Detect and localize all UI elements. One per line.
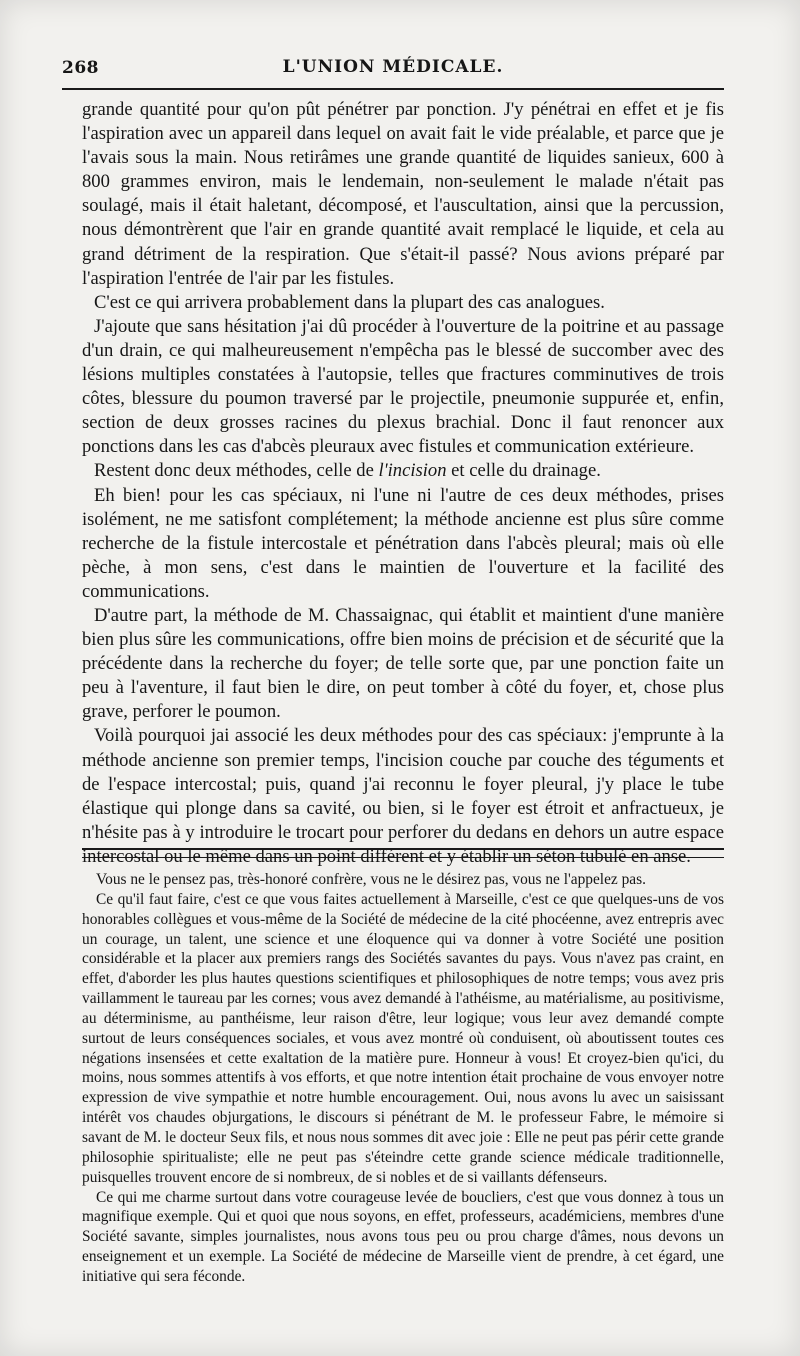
main-text bbox=[82, 98, 724, 869]
footnote-separator bbox=[82, 848, 724, 858]
main-paragraph-7: Voilà pourquoi jai associé les deux méthodes pour des cas spéciaux: j'emprunte à la méthode ancienne son premier temps, l'incision couche par couche des téguments et de l'espace intercostal; puis, quand j'ai reconnu le foyer pleural, j'y place le tube élastique qui plonge dans sa cavité, ou bien, si le foyer est étroit et anfractueux, je n'hésite pas à y introduire le trocart pour perforer du dedans en dehors un autre espace intercostal ou le même dans un point différent et y établir un séton tubulé en anse. bbox=[82, 725, 724, 867]
main-paragraph-1: grande quantité pour qu'on pût pénétrer par ponction. J'y pénétrai en effet et je fis l'aspiration avec un appareil dans lequel on avait fait le vide préalable, et parce que je l'avais sous la main. Nous retirâmes une grande quantité de liquides sanieux, 600 à 800 grammes environ, mais le lendemain, non-seulement le malade n'était pas soulagé, mais il était haletant, décomposé, et l'auscultation, ainsi que la percussion, nous démontrèrent que l'air en grande quantité avait remplacé le liquide, et cela au grand détriment de la respiration. Que s'était-il passé? Nous avions préparé par l'aspiration l'entrée de l'air par les fistules. bbox=[82, 99, 724, 289]
header-rule bbox=[62, 88, 724, 90]
main-paragraph-4 bbox=[82, 459, 724, 483]
footnote-paragraph-3: Ce qui me charme surtout dans votre courageuse levée de boucliers, c'est que vous donnez à tous un magnifique exemple. Qui et quoi que nous soyons, en effet, professeurs, académiciens, membres d'une Société savante, simples journalistes, nous avons tous peu ou prou charge d'âmes, nous devons un enseignement et un exemple. La Société de médecine de Marseille vient de prendre, à cet égard, une initiative qui sera féconde. bbox=[82, 1188, 724, 1285]
p4-italic-term: l'incision bbox=[378, 460, 447, 482]
main-paragraph-3: J'ajoute que sans hésitation j'ai dû procéder à l'ouverture de la poitrine et au passage d'un drain, ce qui malheureusement n'empêcha pas le blessé de succomber avec des lésions multiples constatées à l'autopsie, telles que fractures comminutives de trois côtes, blessure du poumon traversé par le projectile, pneumonie suppurée et, enfin, section de deux grosses racines du plexus brachial. Donc il faut renoncer aux ponctions dans les cas d'abcès pleuraux avec fistules et communication extérieure. bbox=[82, 315, 724, 458]
page-number: 268 bbox=[62, 58, 99, 78]
footnote-paragraph-1: Vous ne le pensez pas, très-honoré confrère, vous ne le désirez pas, vous ne l'appelez pas. bbox=[96, 871, 646, 888]
main-paragraph-5: Eh bien! pour les cas spéciaux, ni l'une ni l'autre de ces deux méthodes, prises isolément, ne me satisfont complétement; la méthode ancienne est plus sûre comme recherche de la fistule intercostale et pénétration dans l'abcès pleural; mais où elle pèche, à mon sens, c'est dans le maintien de l'ouverture et la facilité des communications. bbox=[82, 484, 724, 602]
p4-text-before: Restent donc deux méthodes, celle de bbox=[94, 460, 379, 482]
main-paragraph-2: C'est ce qui arrivera probablement dans la plupart des cas analogues. bbox=[94, 291, 605, 313]
main-paragraph-6: D'autre part, la méthode de M. Chassaignac, qui établit et maintient d'une manière bien plus sûre les communications, offre bien moins de précision et de sécurité que la précédente dans la recherche du foyer; de telle sorte que, par une ponction faite un peu à l'aventure, il faut bien le dire, on peut tomber à côté du foyer, et, chose plus grave, perforer le poumon. bbox=[82, 604, 724, 723]
journal-title: L'UNION MÉDICALE. bbox=[282, 57, 504, 77]
feuilleton-text bbox=[82, 870, 724, 1287]
p4-text-after: et celle du drainage. bbox=[446, 460, 601, 482]
footnote-paragraph-2: Ce qu'il faut faire, c'est ce que vous faites actuellement à Marseille, c'est ce que quelques-uns de vos honorables collègues et vous-même de la Société de médecine de la cité phocéenne, avez entrepris avec un courage, un talent, une science et une éloquence qui va donner à votre Société une position considérable et la placer aux premiers rangs des Sociétés savantes du pays. Vous n'avez pas craint, en effet, d'aborder les plus hautes questions scientifiques et philosophiques de notre temps; vous avez pris vaillamment le taureau par les cornes; vous avez demandé à l'athéisme, au matérialisme, au positivisme, au déterminisme, au panthéisme, leur raison d'être, leur logique; vous leur avez demandé compte surtout de leurs conséquences sociales, et vous avez montré où conduisent, où aboutissent toutes ces négations insensées et cette exaltation de la matière pure. Honneur à vous! Et croyez-bien qu'ici, du moins, nous sommes attentifs à vos efforts, et que notre intention était prochaine de vous envoyer notre expression de vive sympathie et notre humble encouragement. Oui, nous avons lu avec un saisissant intérêt vos chaudes objurgations, le discours si pénétrant de M. le professeur Fabre, le mémoire si savant de M. le docteur Seux fils, et nous nous sommes dit avec joie : Elle ne peut pas périr cette grande philosophie spiritualiste; elle ne peut pas s'éteindre cette grande science médicale traditionnelle, puisquelles trouvent encore de si nombreux, de si nobles et de si vaillants défenseurs. bbox=[82, 890, 724, 1186]
running-header bbox=[62, 52, 724, 86]
